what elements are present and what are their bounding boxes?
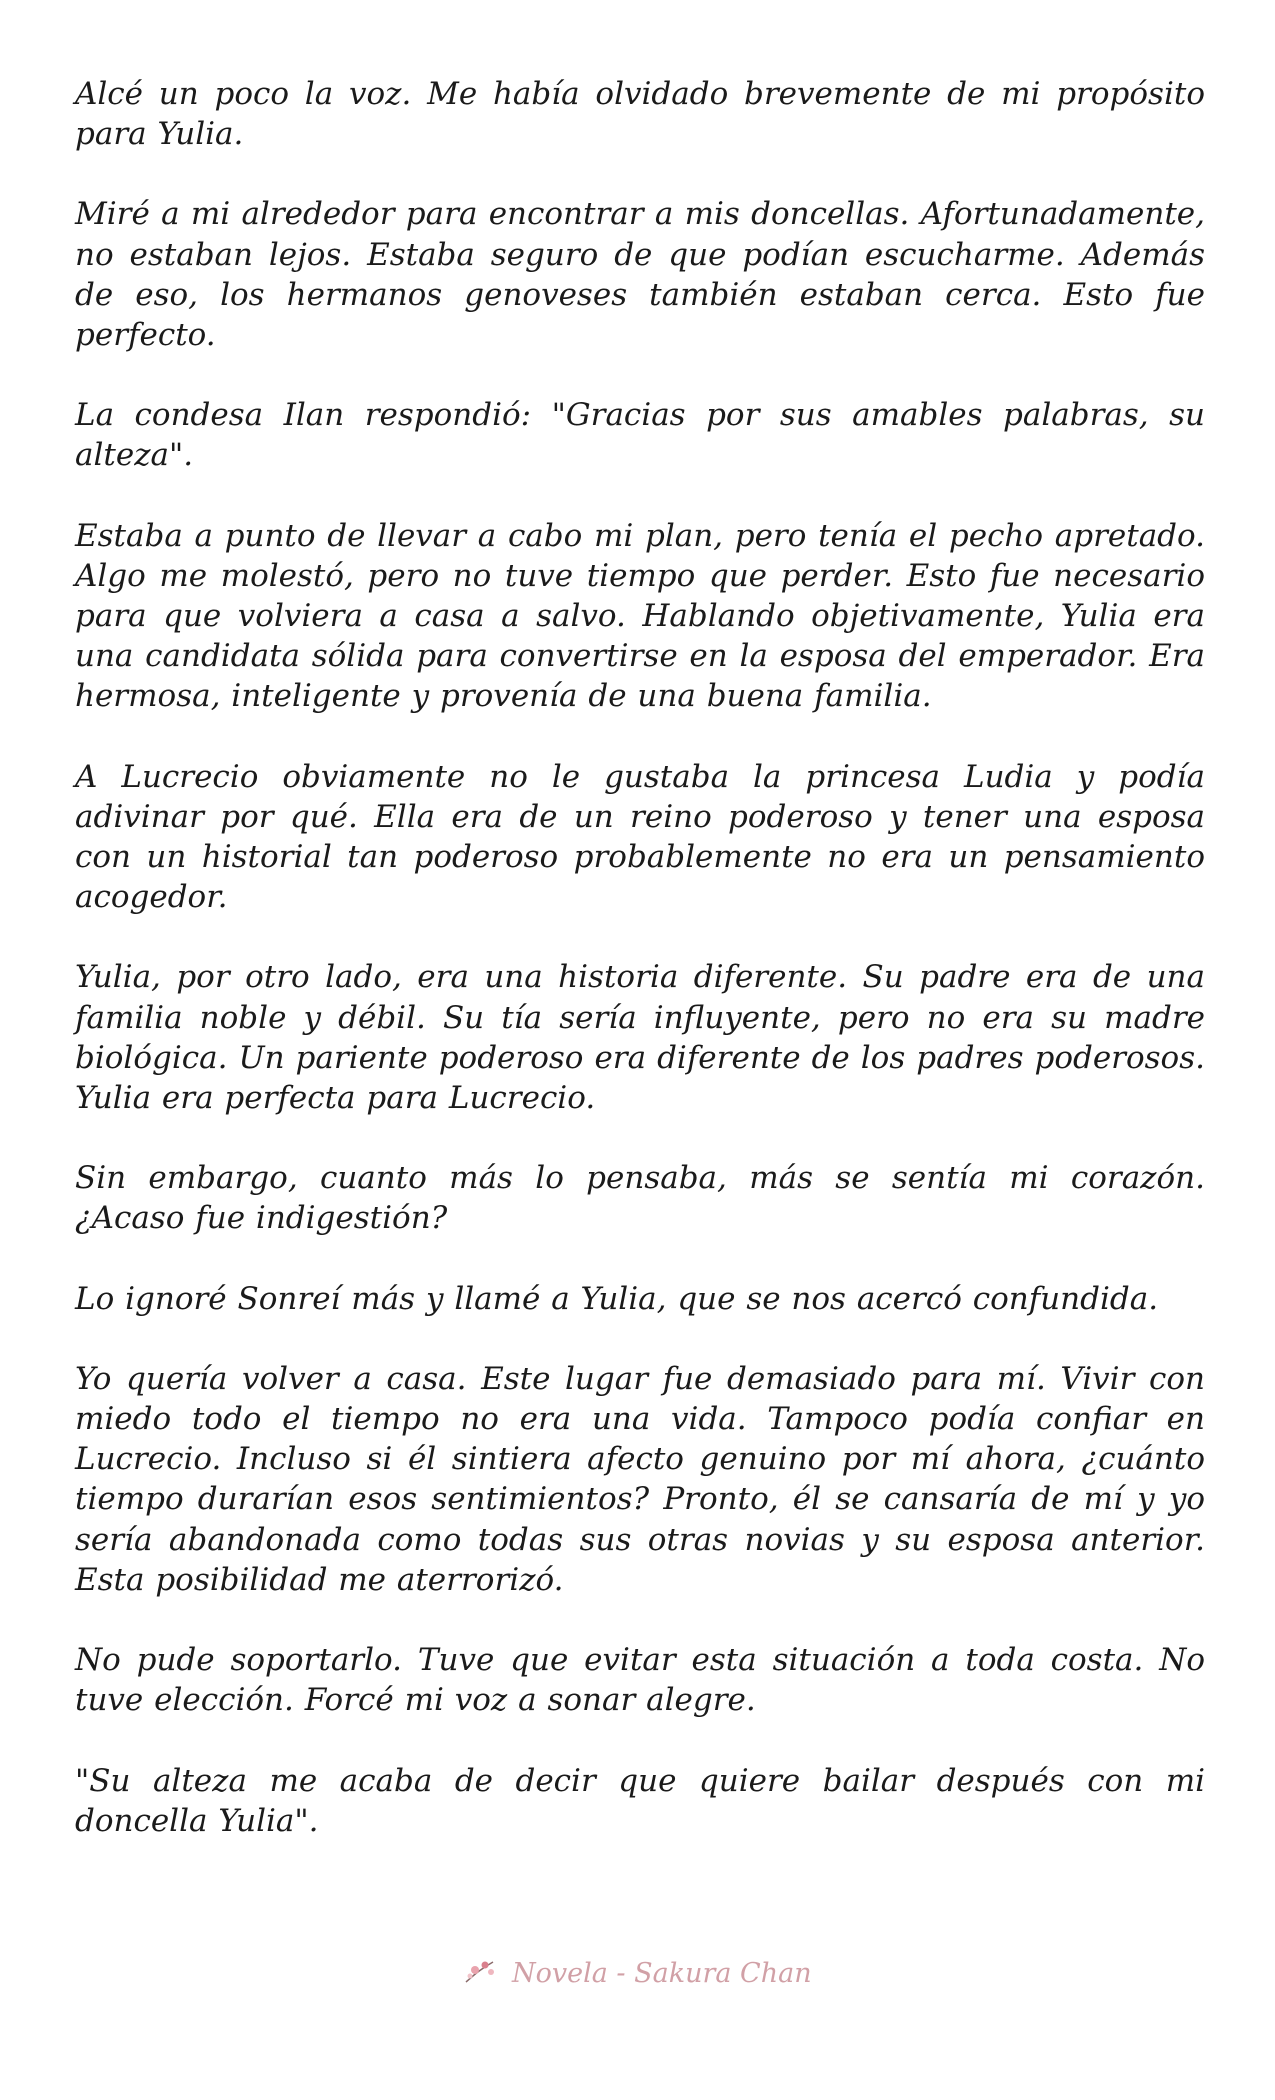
paragraph: No pude soportarlo. Tuve que evitar esta situación a toda costa. No tuve elección. Forcé mi voz a sonar alegre. [75,1642,1205,1719]
document-page [75,74,1205,1881]
paragraph: Estaba a punto de llevar a cabo mi plan, pero tenía el pecho apretado. Algo me molestó, pero no tuve tiempo que perder. Esto fue necesario para que volviera a casa a salvo. Hablando objetivamente, Yulia era una candidata sólida para convertirse en la esposa del emperador. Era hermosa, inteligente y provenía de una buena familia. [75,517,1205,715]
paragraph: Lo ignoré Sonreí más y llamé a Yulia, que se nos acercó confundida. [75,1280,1159,1317]
paragraph: Miré a mi alrededor para encontrar a mis doncellas. Afortunadamente, no estaban lejos. Estaba seguro de que podían escucharme. Además de eso, los hermanos genoveses también estaban cerca. Esto fue perfecto. [75,196,1205,354]
footer-text: Novela - Sakura Chan [511,1958,812,1989]
paragraph: Yulia, por otro lado, era una historia diferente. Su padre era de una familia noble y débil. Su tía sería influyente, pero no era su madre biológica. Un pariente poderoso era diferente de los padres poderosos. Yulia era perfecta para Lucrecio. [75,959,1205,1117]
watermark-footer [0,1956,1275,1989]
paragraph: "Su alteza me acaba de decir que quiere bailar después con mi doncella Yulia". [75,1762,1205,1839]
paragraph: Sin embargo, cuanto más lo pensaba, más se sentía mi corazón. ¿Acaso fue indigestión? [75,1160,1205,1237]
cherry-blossom-icon [463,1958,512,1989]
paragraph: La condesa Ilan respondió: "Gracias por sus amables palabras, su alteza". [75,397,1205,474]
paragraph: A Lucrecio obviamente no le gustaba la princesa Ludia y podía adivinar por qué. Ella era de un reino poderoso y tener una esposa con un historial tan poderoso probablemente no era un pensamiento acogedor. [75,758,1205,916]
paragraph: Alcé un poco la voz. Me había olvidado brevemente de mi propósito para Yulia. [75,76,1205,153]
paragraph: Yo quería volver a casa. Este lugar fue demasiado para mí. Vivir con miedo todo el tiempo no era una vida. Tampoco podía confiar en Lucrecio. Incluso si él sintiera afecto genuino por mí ahora, ¿cuánto tiempo durarían esos sentimientos? Pronto, él se cansaría de mí y yo sería abandonada como todas sus otras novias y su esposa anterior. Esta posibilidad me aterrorizó. [75,1360,1205,1598]
